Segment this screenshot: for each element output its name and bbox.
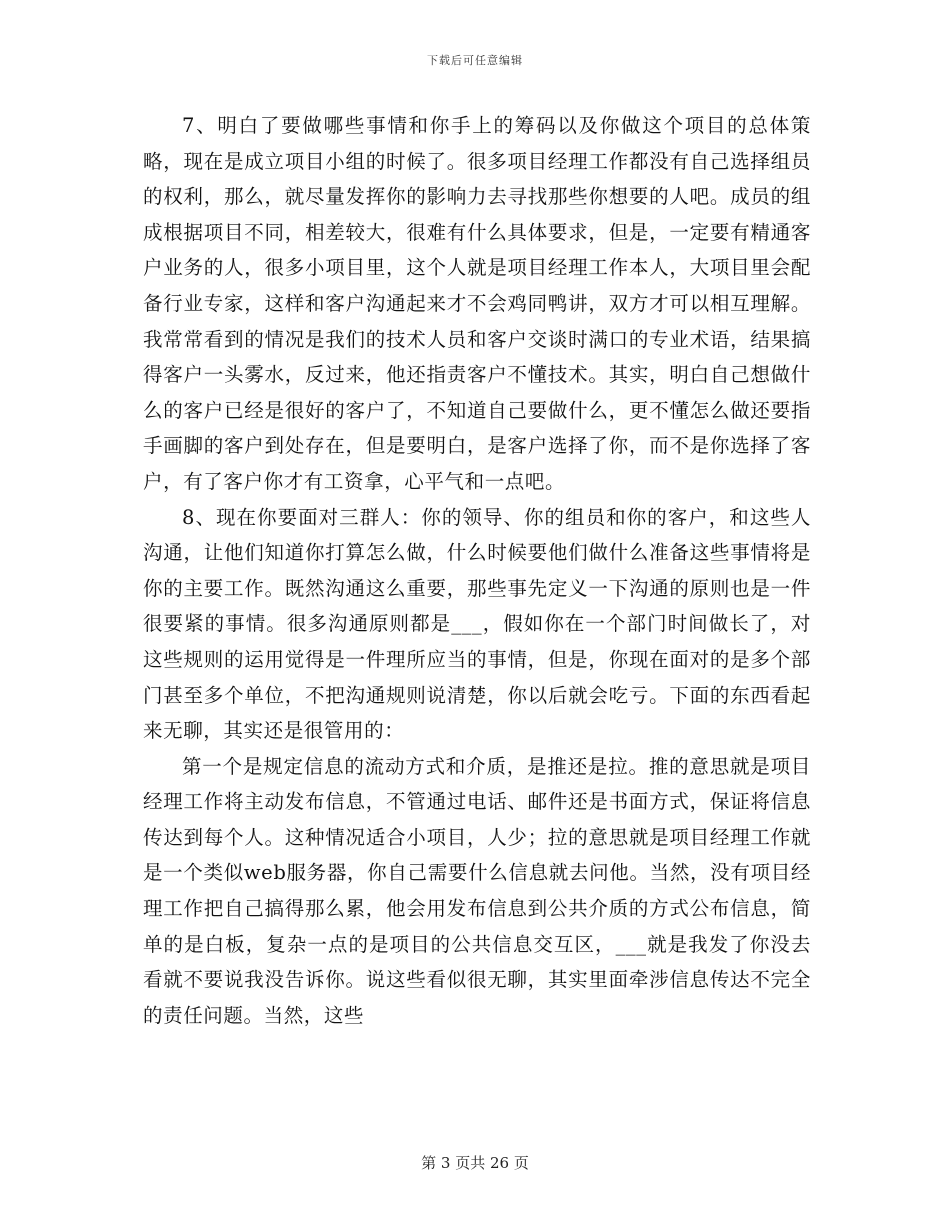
paragraph-8: 8、现在你要面对三群人：你的领导、你的组员和你的客户，和这些人沟通，让他们知道你打算怎么做，什么时候要他们做什么准备这些事情将是你的主要工作。既然沟通这么重要，那些事先定义一下沟通的原则也是一件很要紧的事情。很多沟通原则都是___，假如你在一个部门时间做长了，对这些规则的运用觉得是一件理所应当的事情，但是，你现在面对的是多个部门甚至多个单位，不把沟通规则说清楚，你以后就会吃亏。下面的东西看起来无聊，其实还是很管用的： — [143, 505, 811, 743]
paragraph-first-rule: 第一个是规定信息的流动方式和介质，是推还是拉。推的意思就是项目经理工作将主动发布信息，不管通过电话、邮件还是书面方式，保证将信息传达到每个人。这种情况适合小项目，人少；拉的意思就是项目经理工作就是一个类似web服务器，你自己需要什么信息就去问他。当然，没有项目经理工作把自己搞得那么累，他会用发布信息到公共介质的方式公布信息，简单的是白板，复杂一点的是项目的公共信息交互区，___就是我发了你没去看就不要说我没告诉你。说这些看似很无聊，其实里面牵涉信息传达不完全的责任问题。当然，这些 — [143, 754, 811, 1027]
page-header: 下载后可任意编辑 — [427, 54, 523, 67]
page-number-footer: 第 3 页共 26 页 — [421, 1154, 529, 1172]
paragraph-7: 7、明白了要做哪些事情和你手上的筹码以及你做这个项目的总体策略，现在是成立项目小组的时候了。很多项目经理工作都没有自己选择组员的权利，那么，就尽量发挥你的影响力去寻找那些你想要的人吧。成员的组成根据项目不同，相差较大，很难有什么具体要求，但是，一定要有精通客户业务的人，很多小项目里，这个人就是项目经理工作本人，大项目里会配备行业专家，这样和客户沟通起来才不会鸡同鸭讲，双方才可以相互理解。我常常看到的情况是我们的技术人员和客户交谈时满口的专业术语，结果搞得客户一头雾水，反过来，他还指责客户不懂技术。其实，明白自己想做什么的客户已经是很好的客户了，不知道自己要做什么，更不懂怎么做还要指手画脚的客户到处存在，但是要明白，是客户选择了你，而不是你选择了客户，有了客户你才有工资拿，心平气和一点吧。 — [143, 114, 811, 493]
document-body — [143, 108, 811, 1033]
